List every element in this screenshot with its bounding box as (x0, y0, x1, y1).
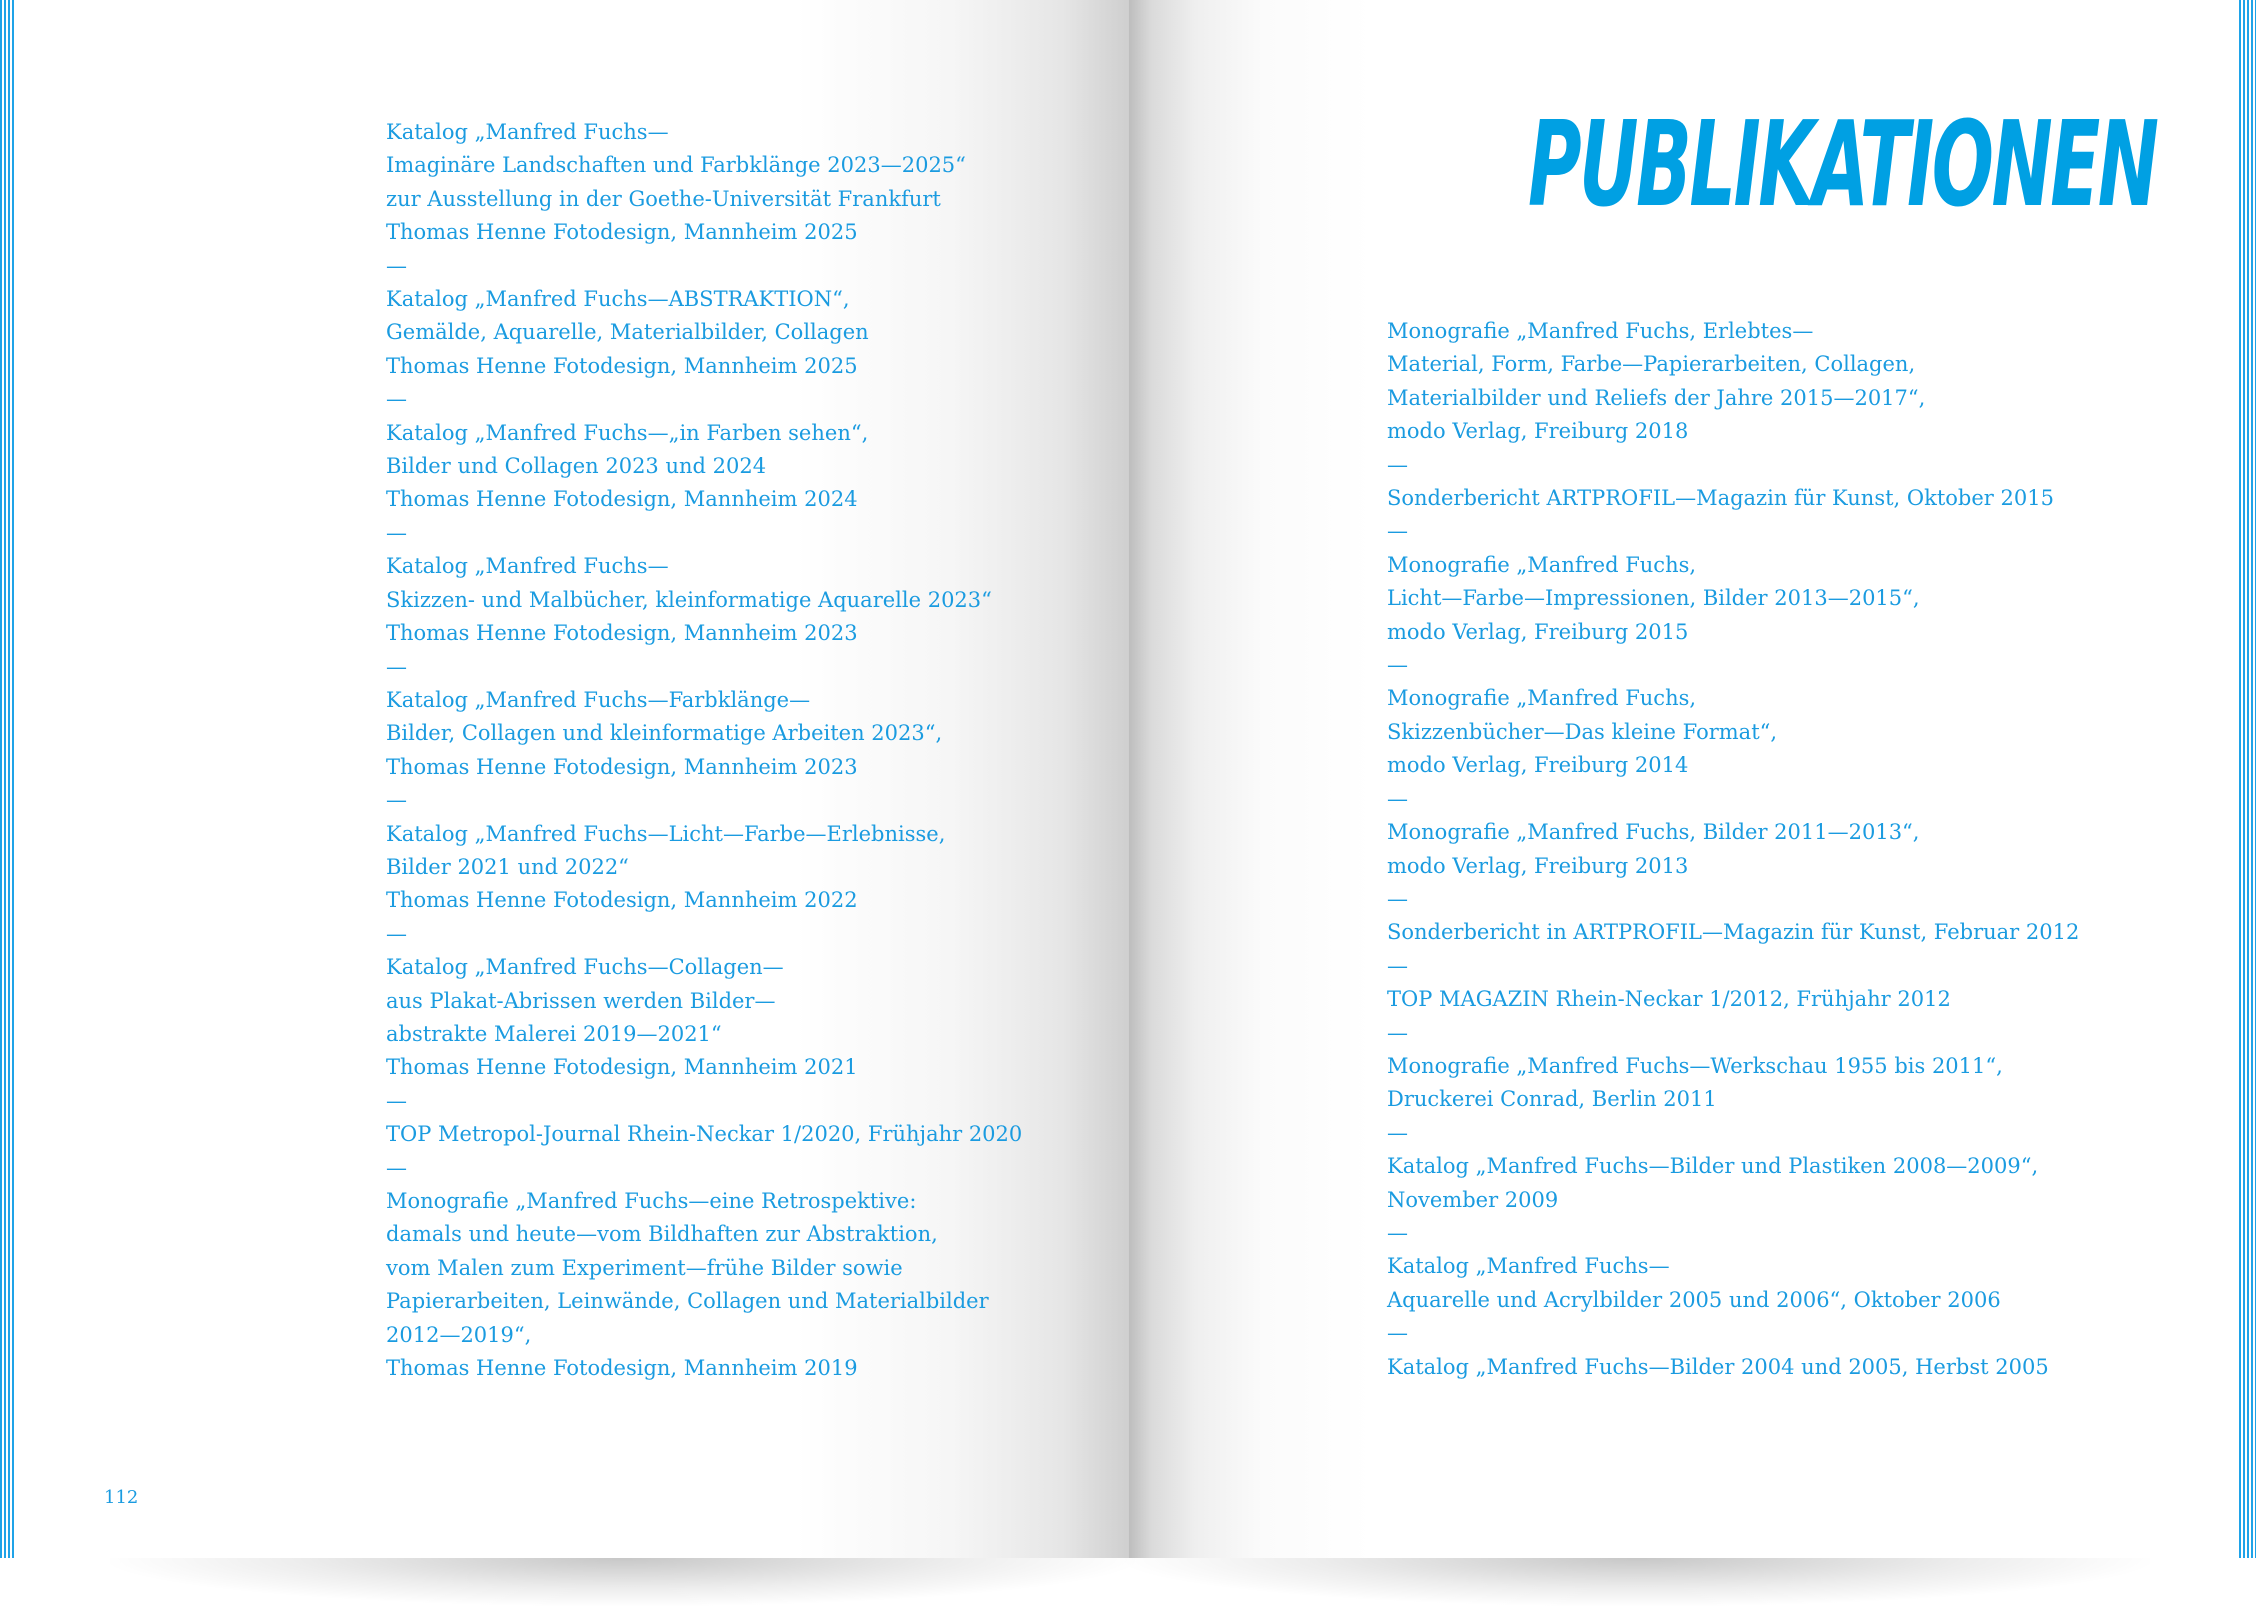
entry-separator: — (1387, 519, 1408, 544)
entry-line: Sonderbericht ARTPROFIL—Magazin für Kunst, Oktober 2015 (1387, 486, 2054, 511)
publication-entry (386, 951, 1022, 1118)
entry-line: modo Verlag, Freiburg 2018 (1387, 419, 1689, 444)
entry-line: Bilder, Collagen und kleinformatige Arbeiten 2023“, (386, 721, 943, 746)
entry-line: Thomas Henne Fotodesign, Mannheim 2024 (386, 487, 858, 512)
entry-line: Thomas Henne Fotodesign, Mannheim 2021 (386, 1055, 858, 1080)
entry-line: Thomas Henne Fotodesign, Mannheim 2022 (386, 888, 858, 913)
entry-separator: — (1387, 953, 1408, 978)
entry-separator: — (1387, 1220, 1408, 1245)
entry-line: zur Ausstellung in der Goethe-Universität Frankfurt (386, 186, 941, 211)
entry-line: Thomas Henne Fotodesign, Mannheim 2023 (386, 621, 858, 646)
entry-line: Thomas Henne Fotodesign, Mannheim 2023 (386, 754, 858, 779)
page-edges-left (0, 0, 14, 1558)
left-publication-list (386, 116, 1022, 1385)
entry-line: Sonderbericht in ARTPROFIL—Magazin für Kunst, Februar 2012 (1387, 920, 2080, 945)
page-edges-right (2237, 0, 2256, 1558)
entry-line: Katalog „Manfred Fuchs—ABSTRAKTION“, (386, 287, 850, 312)
entry-line: Papierarbeiten, Leinwände, Collagen und Materialbilder (386, 1289, 989, 1314)
entry-line: aus Plakat-Abrissen werden Bilder— (386, 988, 776, 1013)
entry-line: Katalog „Manfred Fuchs—Collagen— (386, 955, 784, 980)
publication-entry (1387, 482, 2079, 549)
publication-entry (1387, 983, 2079, 1050)
entry-separator: — (1387, 1020, 1408, 1045)
entry-line: Monografie „Manfred Fuchs, (1387, 686, 1697, 711)
entry-line: November 2009 (1387, 1187, 1559, 1212)
entry-separator: — (386, 921, 407, 946)
entry-line: damals und heute—vom Bildhaften zur Abstraktion, (386, 1222, 938, 1247)
entry-line: modo Verlag, Freiburg 2015 (1387, 619, 1689, 644)
publication-entry (1387, 682, 2079, 816)
entry-separator: — (386, 788, 407, 813)
publication-entry (1387, 816, 2079, 916)
entry-separator: — (386, 1155, 407, 1180)
book-shadow-right (1125, 1558, 2150, 1606)
publication-entry (386, 417, 1022, 551)
entry-line: Licht—Farbe—Impressionen, Bilder 2013—2015“, (1387, 586, 1920, 611)
entry-line: modo Verlag, Freiburg 2014 (1387, 753, 1689, 778)
publication-entry (1387, 1150, 2079, 1250)
entry-line: Druckerei Conrad, Berlin 2011 (1387, 1087, 1717, 1112)
entry-line: Katalog „Manfred Fuchs—Licht—Farbe—Erlebnisse, (386, 821, 946, 846)
publication-entry (1387, 1050, 2079, 1150)
publication-entry (386, 116, 1022, 283)
entry-line: Bilder 2021 und 2022“ (386, 854, 629, 879)
entry-line: vom Malen zum Experiment—frühe Bilder sowie (386, 1255, 903, 1280)
entry-separator: — (386, 1088, 407, 1113)
publication-entry (386, 283, 1022, 417)
entry-line: TOP Metropol-Journal Rhein-Neckar 1/2020, Frühjahr 2020 (386, 1122, 1023, 1147)
publication-entry (386, 1118, 1022, 1185)
entry-line: Aquarelle und Acrylbilder 2005 und 2006“, Oktober 2006 (1387, 1287, 2001, 1312)
entry-line: Thomas Henne Fotodesign, Mannheim 2025 (386, 220, 858, 245)
entry-separator: — (386, 520, 407, 545)
right-publication-list (1387, 315, 2079, 1384)
publication-entry (386, 550, 1022, 684)
entry-separator: — (1387, 1120, 1408, 1145)
entry-separator: — (386, 253, 407, 278)
entry-line: 2012—2019“, (386, 1322, 532, 1347)
entry-line: Monografie „Manfred Fuchs—Werkschau 1955 bis 2011“, (1387, 1053, 2003, 1078)
entry-line: Monografie „Manfred Fuchs, (1387, 552, 1697, 577)
entry-line: Monografie „Manfred Fuchs, Erlebtes— (1387, 319, 1814, 343)
entry-separator: — (1387, 786, 1408, 811)
entry-line: Katalog „Manfred Fuchs—Bilder und Plastiken 2008—2009“, (1387, 1154, 2039, 1179)
book-shadow-left (110, 1558, 1135, 1606)
entry-line: Material, Form, Farbe—Papierarbeiten, Collagen, (1387, 352, 1916, 377)
entry-line: Monografie „Manfred Fuchs, Bilder 2011—2013“, (1387, 820, 1920, 845)
entry-separator: — (1387, 1321, 1408, 1346)
entry-separator: — (386, 387, 407, 412)
entry-line: Materialbilder und Reliefs der Jahre 2015—2017“, (1387, 385, 1926, 410)
entry-separator: — (1387, 886, 1408, 911)
publication-entry (386, 1185, 1022, 1385)
publication-entry (1387, 916, 2079, 983)
publication-entry (1387, 549, 2079, 683)
publication-entry (386, 684, 1022, 818)
publication-entry (386, 818, 1022, 952)
entry-line: modo Verlag, Freiburg 2013 (1387, 853, 1689, 878)
entry-line: Imaginäre Landschaften und Farbklänge 2023—2025“ (386, 153, 966, 178)
entry-line: abstrakte Malerei 2019—2021“ (386, 1021, 722, 1046)
entry-line: Monografie „Manfred Fuchs—eine Retrospektive: (386, 1189, 917, 1213)
entry-line: TOP MAGAZIN Rhein-Neckar 1/2012, Frühjahr 2012 (1387, 987, 1951, 1012)
entry-line: Skizzen- und Malbücher, kleinformatige Aquarelle 2023“ (386, 587, 992, 612)
entry-line: Skizzenbücher—Das kleine Format“, (1387, 719, 1778, 744)
entry-separator: — (1387, 452, 1408, 477)
entry-line: Thomas Henne Fotodesign, Mannheim 2025 (386, 353, 858, 378)
entry-line: Gemälde, Aquarelle, Materialbilder, Collagen (386, 320, 869, 345)
entry-separator: — (386, 654, 407, 679)
entry-line: Katalog „Manfred Fuchs— (386, 120, 669, 144)
publication-entry (1387, 1351, 2079, 1384)
publication-entry (1387, 315, 2079, 482)
entry-line: Katalog „Manfred Fuchs— (386, 554, 669, 579)
page-number: 112 (104, 1487, 139, 1508)
entry-separator: — (1387, 653, 1408, 678)
publication-entry (1387, 1250, 2079, 1350)
entry-line: Katalog „Manfred Fuchs—Bilder 2004 und 2005, Herbst 2005 (1387, 1354, 2049, 1379)
entry-line: Katalog „Manfred Fuchs— (1387, 1254, 1670, 1279)
entry-line: Thomas Henne Fotodesign, Mannheim 2019 (386, 1356, 858, 1381)
entry-line: Katalog „Manfred Fuchs—Farbklänge— (386, 687, 811, 712)
entry-line: Bilder und Collagen 2023 und 2024 (386, 454, 767, 479)
page-title: PUBLIKATIONEN (1528, 95, 2157, 233)
entry-line: Katalog „Manfred Fuchs—„in Farben sehen“, (386, 420, 869, 445)
